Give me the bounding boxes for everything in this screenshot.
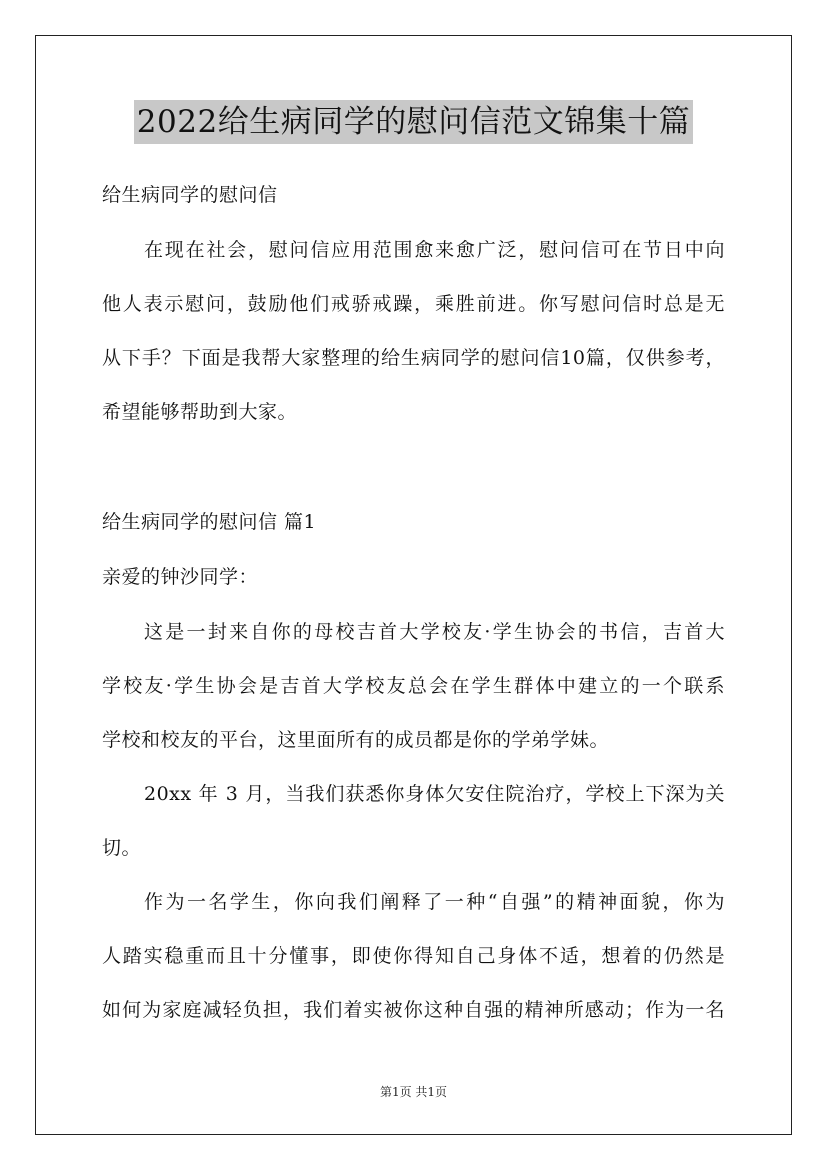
paragraph-line: 从下手？下面是我帮大家整理的给生病同学的慰问信10篇，仅供参考， — [102, 347, 725, 369]
section-heading-letter-1: 给生病同学的慰问信 篇1 — [102, 511, 317, 533]
page-footer: 第1页 共1页 — [379, 1085, 448, 1099]
document-title: 2022给生病同学的慰问信范文锦集十篇 — [134, 100, 693, 144]
paragraph-line: 作为一名学生，你向我们阐释了一种“自强”的精神面貌，你为 — [144, 891, 725, 913]
section-heading-intro: 给生病同学的慰问信 — [102, 184, 278, 206]
title-container — [0, 100, 827, 144]
paragraph-line: 学校和校友的平台，这里面所有的成员都是你的学弟学妹。 — [102, 729, 610, 751]
paragraph-line: 学校友·学生协会是吉首大学校友总会在学生群体中建立的一个联系 — [102, 675, 725, 697]
paragraph-line: 20xx 年 3 月，当我们获悉你身体欠安住院治疗，学校上下深为关 — [144, 783, 725, 805]
paragraph-line: 在现在社会，慰问信应用范围愈来愈广泛，慰问信可在节日中向 — [144, 239, 725, 261]
salutation: 亲爱的钟沙同学： — [102, 566, 259, 588]
paragraph-line: 他人表示慰问，鼓励他们戒骄戒躁，乘胜前进。你写慰问信时总是无 — [102, 293, 725, 315]
paragraph-line: 人踏实稳重而且十分懂事，即使你得知自己身体不适，想着的仍然是 — [102, 945, 725, 967]
paragraph-line: 这是一封来自你的母校吉首大学校友·学生协会的书信，吉首大 — [144, 621, 725, 643]
paragraph-line: 切。 — [102, 837, 142, 859]
paragraph-line: 希望能够帮助到大家。 — [102, 401, 298, 423]
paragraph-line: 如何为家庭减轻负担，我们着实被你这种自强的精神所感动；作为一名 — [102, 999, 725, 1021]
